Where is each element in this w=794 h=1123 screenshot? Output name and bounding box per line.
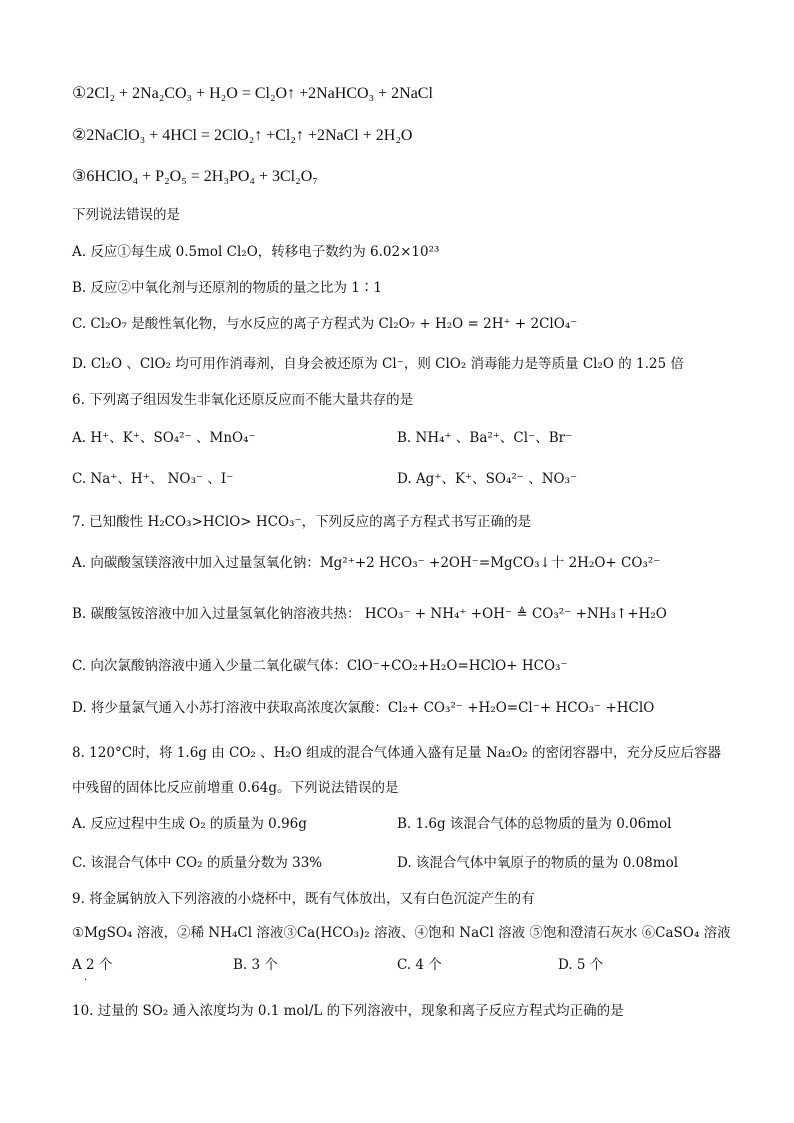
- q6-option-d: D. Ag⁺、K⁺、SO₄²⁻ 、NO₃⁻: [397, 471, 578, 487]
- q9-option-d: D. 5 个: [558, 957, 604, 973]
- q7-option-b: B. 碳酸氢铵溶液中加入过量氢氧化钠溶液共热： HCO₃⁻ + NH₄⁺ +OH⁻ ≜ CO₃²⁻ +NH₃↑+H₂O: [72, 606, 667, 622]
- q6-option-c: C. Na⁺、H⁺、 NO₃⁻ 、I⁻: [72, 471, 234, 487]
- q7-option-d: D. 将少量氯气通入小苏打溶液中获取高浓度次氯酸：Cl₂+ CO₃²⁻ +H₂O=Cl⁻+ HCO₃⁻ +HClO: [72, 700, 655, 716]
- q9-option-a: A 2 个: [72, 957, 113, 973]
- q6-option-b: B. NH₄⁺ 、Ba²⁺、Cl⁻、Br⁻: [397, 430, 573, 446]
- q5-stem: 下列说法错误的是: [72, 207, 180, 223]
- q7-option-a: A. 向碳酸氢镁溶液中加入过量氢氧化钠：Mg²⁺+2 HCO₃⁻ +2OH⁻=MgCO₃↓十 2H₂O+ CO₃²⁻: [72, 555, 661, 571]
- q5-option-d: D. Cl₂O 、ClO₂ 均可用作消毒剂，自身会被还原为 Cl⁻，则 ClO₂ 消毒能力是等质量 Cl₂O 的 1.25 倍: [72, 356, 684, 372]
- q9-option-b: B. 3 个: [233, 957, 278, 973]
- q9-stem: 9. 将金属钠放入下列溶液的小烧杯中，既有气体放出，又有白色沉淀产生的有: [72, 891, 535, 907]
- q9-option-c: C. 4 个: [397, 957, 442, 973]
- q5-option-b: B. 反应②中氧化剂与还原剂的物质的量之比为 1∶1: [72, 280, 382, 296]
- q5-option-c: C. Cl₂O₇ 是酸性氧化物，与水反应的离子方程式为 Cl₂O₇ + H₂O = 2H⁺ + 2ClO₄⁻: [72, 316, 578, 332]
- q8-stem-line2: 中残留的固体比反应前增重 0.64g。下列说法错误的是: [72, 780, 399, 796]
- q7-option-c: C. 向次氯酸钠溶液中通入少量二氧化碳气体：ClO⁻+CO₂+H₂O=HClO+ HCO₃⁻: [72, 658, 568, 674]
- q8-option-c: C. 该混合气体中 CO₂ 的质量分数为 33%: [72, 855, 323, 871]
- stray-dot-mark: ·: [84, 975, 88, 986]
- q8-stem-line1: 8. 120°C时，将 1.6g 由 CO₂ 、H₂O 组成的混合气体通入盛有足量 Na₂O₂ 的密闭容器中，充分反应后容器: [72, 745, 721, 761]
- equation-1: ①2Cl₂ + 2Na₂CO₃ + H₂O = Cl₂O↑ +2NaHCO₃ + 2NaCl: [72, 85, 433, 102]
- q8-option-d: D. 该混合气体中氧原子的物质的量为 0.08mol: [397, 855, 679, 871]
- equation-3: ③6HClO₄ + P₂O₅ = 2H₃PO₄ + 3Cl₂O₇: [72, 168, 318, 185]
- q6-stem: 6. 下列离子组因发生非氧化还原反应而不能大量共存的是: [72, 392, 414, 408]
- q10-stem: 10. 过量的 SO₂ 通入浓度均为 0.1 mol/L 的下列溶液中，现象和离子反应方程式均正确的是: [72, 1003, 624, 1019]
- q6-option-a: A. H⁺、K⁺、SO₄²⁻ 、MnO₄⁻: [72, 430, 256, 446]
- q9-items: ①MgSO₄ 溶液，②稀 NH₄Cl 溶液③Ca(HCO₃)₂ 溶液、④饱和 NaCl 溶液 ⑤饱和澄清石灰水 ⑥CaSO₄ 溶液: [72, 925, 731, 941]
- q7-stem: 7. 已知酸性 H₂CO₃>HClO> HCO₃⁻，下列反应的离子方程式书写正确的是: [72, 514, 532, 530]
- q8-option-a: A. 反应过程中生成 O₂ 的质量为 0.96g: [72, 816, 307, 832]
- q8-option-b: B. 1.6g 该混合气体的总物质的量为 0.06mol: [397, 816, 672, 832]
- equation-2: ②2NaClO₃ + 4HCl = 2ClO₂↑ +Cl₂↑ +2NaCl + 2H₂O: [72, 127, 413, 144]
- q5-option-a: A. 反应①每生成 0.5mol Cl₂O，转移电子数约为 6.02×10²³: [72, 244, 440, 260]
